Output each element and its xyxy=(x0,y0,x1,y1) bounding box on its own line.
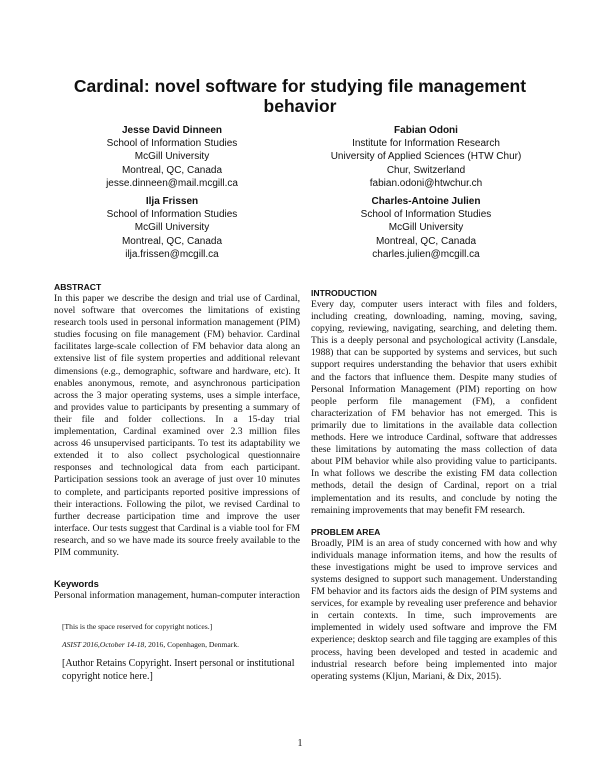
introduction-heading: INTRODUCTION xyxy=(311,288,377,298)
conference-name: ASIST 2016,October 14-18, xyxy=(62,640,147,649)
left-column xyxy=(54,282,300,559)
author-affiliation: School of Information Studies xyxy=(106,138,238,150)
conference-details: 2016, Copenhagen, Denmark. xyxy=(146,640,240,649)
author-email: jesse.dinneen@mail.mcgill.ca xyxy=(106,177,238,189)
author-affiliation: McGill University xyxy=(134,151,210,163)
introduction-text: Every day, computer users interact with files and folders, including creating, downloading, naming, moving, saving, copying, reviewing, navigating, searching, and deleting them. This is a deeply personal and psychological activity (Lansdale, 1988) that can be supported by systems and services, but such support requires understanding the behavior that users exhibit and the factors that influence them. Despite many studies of Personal Information Management (PIM) reporting on how people perform file management (FM), a confident characterization of FM behavior has not emerged. This is primarily due to limitations in the available data collection methods. Here we introduce Cardinal, software that addresses these limitations by automating the mass collection of data about PIM behavior while also providing value to participants. In what follows we describe the existing FM data collection methods, detail the design of Cardinal, report on a trial implementation and its results, and conclude by noting the remaining improvements that may benefit FM research. xyxy=(311,299,557,516)
keywords-text: Personal information management, human-computer interaction xyxy=(54,590,300,601)
author-affiliation: School of Information Studies xyxy=(106,209,238,221)
page-number: 1 xyxy=(297,738,303,749)
author-affiliation: University of Applied Sciences (HTW Chur) xyxy=(330,151,522,163)
right-column xyxy=(311,288,557,683)
title-line-1: Cardinal: novel software for studying file management xyxy=(73,76,527,96)
author-location: Chur, Switzerland xyxy=(386,164,466,176)
author-email: fabian.odoni@htwchur.ch xyxy=(369,177,483,189)
keywords-heading: Keywords xyxy=(54,578,99,589)
problem-area-heading: PROBLEM AREA xyxy=(311,526,381,537)
author-name: Jesse David Dinneen xyxy=(121,125,223,136)
author-name: Fabian Odoni xyxy=(394,125,458,136)
author-affiliation: School of Information Studies xyxy=(360,209,492,221)
author-block-3 xyxy=(42,195,302,261)
abstract-text: In this paper we describe the design and trial use of Cardinal, novel software that overcomes the limitations of existing research tools used in personal information management (PIM) studies focusing on file management (FM) behavior. Cardinal facilitates large-scale collection of FM behavior data along an extensive list of file system properties and additional relevant dimensions (e.g., demographic, software and hardware, etc). It enables anonymous, remote, and asynchronous participation across the 3 major operating systems, uses a simple interface, and provides value to participants by presenting a summary of their file and folder collections. In a 15-day trial implementation, Cardinal examined over 2.3 million files across 46 unsupervised participants. To test its adaptability we extended it to also collect psychological questionnaire responses and technological data from each participant. Participation sessions took an average of just over 10 minutes to complete, and participants reported positive impressions of their interactions. Following the pilot, we revised Cardinal to further decrease participation time and improve the user interface. Our tests suggest that Cardinal is a viable tool for FM research, and so we have made its source freely available to the PIM community. xyxy=(54,293,300,558)
problem-area-text: Broadly, PIM is an area of study concerned with how and why individuals manage information items, and how the results of these investigations might be used to improve services and systems designed to support such management. Understanding FM behavior and its factors aids the design of PIM systems and services, for example by revealing user preference and behavior in certain contexts. In time, such improvements are implemented in widely used software and improve the FM experience; desktop search and file tagging are examples of this process, having been developed and tested in academic and industrial research before being implemented into major operating systems (Kljun, Mariani, & Dix, 2015). xyxy=(311,537,557,682)
author-location: Montreal, QC, Canada xyxy=(121,235,223,247)
author-retains-copyright xyxy=(62,658,302,683)
author-affiliation: McGill University xyxy=(134,222,210,234)
author-affiliation: Institute for Information Research xyxy=(352,138,500,150)
author-block-1 xyxy=(42,124,302,190)
author-affiliation: McGill University xyxy=(388,222,464,234)
keywords-section xyxy=(54,578,300,602)
author-location: Montreal, QC, Canada xyxy=(375,235,477,247)
abstract-heading: ABSTRACT xyxy=(54,282,102,292)
author-name: Charles-Antoine Julien xyxy=(371,196,481,207)
paper-title xyxy=(40,76,560,116)
author-location: Montreal, QC, Canada xyxy=(121,164,223,176)
author-block-2 xyxy=(296,124,556,190)
author-email: charles.julien@mcgill.ca xyxy=(372,248,480,260)
copyright-space xyxy=(62,622,300,632)
author-email: ilja.frissen@mcgill.ca xyxy=(125,248,219,260)
author-retains-text: [Author Retains Copyright. Insert personal or institutional copyright notice here.] xyxy=(62,658,295,682)
author-block-4 xyxy=(296,195,556,261)
copyright-space-text: [This is the space reserved for copyright notices.] xyxy=(62,622,213,631)
author-name: Ilja Frissen xyxy=(145,196,199,207)
title-line-2: behavior xyxy=(263,96,337,116)
conference-info xyxy=(62,640,300,650)
